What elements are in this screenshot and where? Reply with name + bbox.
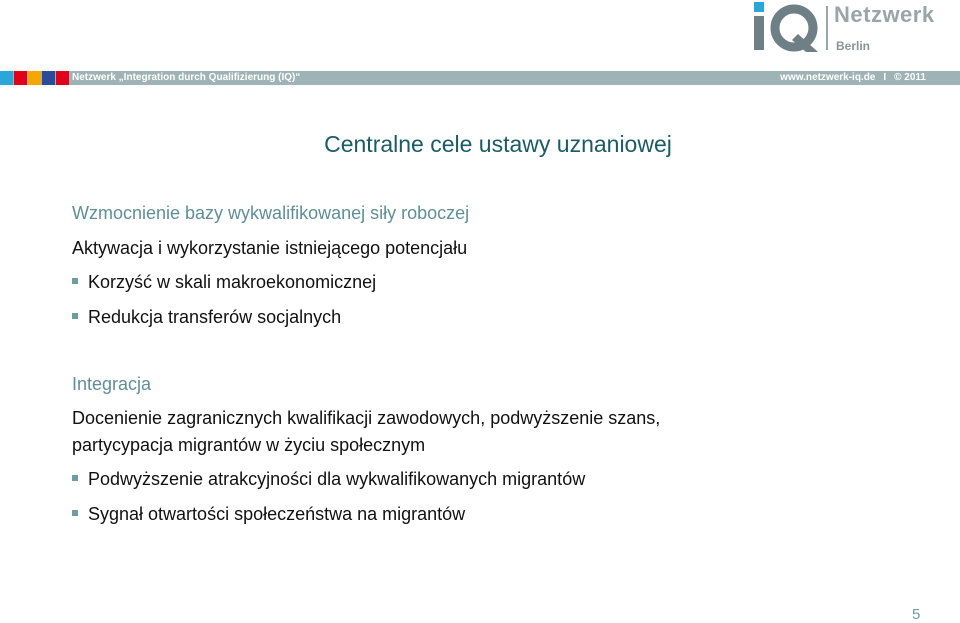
bullet-text: Podwyższenie atrakcyjności dla wykwalifikowanych migrantów bbox=[88, 469, 586, 489]
color-squares bbox=[0, 71, 70, 85]
color-square bbox=[42, 71, 55, 85]
logo-divider bbox=[826, 6, 828, 50]
network-name: Netzwerk „Integration durch Qualifizierung (IQ)“ bbox=[72, 72, 301, 83]
separator: I bbox=[883, 72, 887, 83]
section-text: Docenienie zagranicznych kwalifikacji zawodowych, podwyższenie szans, bbox=[72, 408, 661, 428]
header-meta bbox=[780, 72, 926, 83]
copyright: © 2011 bbox=[894, 72, 926, 83]
logo-city: Berlin bbox=[836, 39, 871, 53]
section-heading-labor: Wzmocnienie bazy wykwalifikowanej siły roboczej bbox=[72, 203, 470, 223]
bullet-item bbox=[72, 504, 465, 525]
color-square bbox=[28, 71, 41, 85]
section-text: partycypacja migrantów w życiu społecznym bbox=[72, 435, 426, 455]
color-square bbox=[14, 71, 27, 85]
slide-title: Centralne cele ustawy uznaniowej bbox=[324, 131, 672, 157]
bullet-text: Korzyść w skali makroekonomicznej bbox=[88, 272, 377, 292]
website-link[interactable]: www.netzwerk-iq.de bbox=[780, 72, 876, 83]
section-heading-integration: Integracja bbox=[72, 374, 152, 394]
bullet-item bbox=[72, 307, 341, 328]
color-square bbox=[56, 71, 69, 85]
bullet-item bbox=[72, 469, 585, 490]
bullet-square-icon bbox=[72, 510, 78, 516]
header-bar bbox=[0, 71, 960, 85]
section-text: Aktywacja i wykorzystanie istniejącego potencjału bbox=[72, 238, 468, 258]
iq-logo-icon bbox=[754, 2, 820, 52]
bullet-square-icon bbox=[72, 313, 78, 319]
color-square bbox=[0, 71, 13, 85]
page-number: 5 bbox=[912, 606, 921, 623]
bullet-text: Redukcja transferów socjalnych bbox=[88, 307, 342, 327]
bullet-item bbox=[72, 272, 376, 293]
bullet-square-icon bbox=[72, 278, 78, 284]
iq-netzwerk-logo bbox=[754, 2, 954, 52]
bullet-square-icon bbox=[72, 475, 78, 481]
logo-name: Netzwerk bbox=[834, 2, 935, 27]
bullet-text: Sygnał otwartości społeczeństwa na migrantów bbox=[88, 504, 466, 524]
